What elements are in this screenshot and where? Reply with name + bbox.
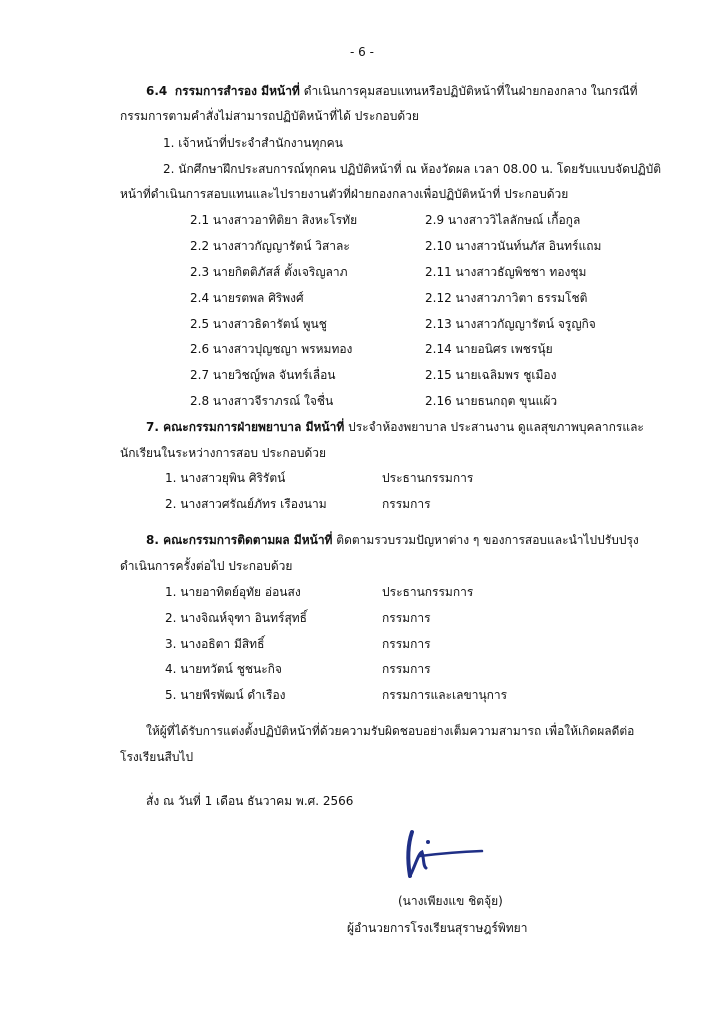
list-item: 2.12 นางสาวภาวิตา ธรรมโชติ [425, 291, 588, 305]
closing-line1: ให้ผู้ที่ได้รับการแต่งตั้งปฏิบัติหน้าที่ด้วยความรับผิดชอบอย่างเต็มความสามารถ เพื่อให้เกิดผลดีต่อ [146, 724, 635, 738]
member-role: กรรมการ [382, 662, 431, 676]
section-8-text1: ติดตามรวบรวมปัญหาต่าง ๆ ของการสอบและนำไปปรับปรุง [336, 533, 639, 547]
order-date: สั่ง ณ วันที่ 1 เดือน ธันวาคม พ.ศ. 2566 [146, 794, 354, 808]
member-role: ประธานกรรมการ [382, 471, 474, 485]
section-7-heading: 7. คณะกรรมการฝ่ายพยาบาล มีหน้าที่ [146, 420, 345, 434]
list-item: 2.15 นายเฉลิมพร ชูเมือง [425, 368, 557, 382]
list-item: 2.14 นายอนิศร เพชรนุ้ย [425, 342, 553, 356]
section-6-4-number: 6.4 [146, 84, 168, 98]
section-6-4-item1: 1. เจ้าหน้าที่ประจำสำนักงานทุกคน [163, 136, 343, 150]
section-6-4-text2: กรรมการตามคำสั่งไม่สามารถปฏิบัติหน้าที่ได้ ประกอบด้วย [120, 109, 419, 123]
page-number: - 6 - [350, 45, 374, 59]
section-6-4-item2-line2: หน้าที่ดำเนินการสอบแทนและไปรายงานตัวที่ฝ่ายกองกลางเพื่อปฏิบัติหน้าที่ ประกอบด้วย [120, 187, 569, 201]
list-item: 2.1 นางสาวอาทิติยา สิงหะโรทัย [190, 213, 358, 227]
member-name: 2. นางจิณห์จุฑา อินทร์สุทธิ์ [165, 611, 308, 625]
section-7-text1: ประจำห้องพยาบาล ประสานงาน ดูแลสุขภาพบุคลากรและ [348, 420, 644, 434]
section-6-4-line1 [146, 83, 638, 99]
list-item: 2.11 นางสาวธัญพิชชา ทองชุม [425, 265, 587, 279]
list-item: 2.4 นายรตพล ศิริพงศ์ [190, 291, 304, 305]
list-item: 2.16 นายธนกฤต ขุนแผ้ว [425, 394, 558, 408]
closing-line2: โรงเรียนสืบไป [120, 750, 194, 764]
list-item: 2.8 นางสาวจีราภรณ์ ใจชื่น [190, 394, 334, 408]
section-6-4-heading: กรรมการสำรอง มีหน้าที่ [174, 84, 300, 98]
member-name: 3. นางอธิตา มีสิทธิ์ [165, 637, 265, 651]
member-name: 2. นางสาวศรัณย์ภัทร เรืองนาม [165, 497, 327, 511]
signer-position: ผู้อำนวยการโรงเรียนสุราษฎร์พิทยา [347, 921, 528, 935]
list-item: 2.7 นายวิชญ์พล จันทร์เลื่อน [190, 368, 336, 382]
member-name: 4. นายทวัตน์ ชูชนะกิจ [165, 662, 282, 676]
member-role: กรรมการ [382, 611, 431, 625]
section-8-heading: 8. คณะกรรมการติดตามผล มีหน้าที่ [146, 533, 333, 547]
section-6-4-text1: ดำเนินการคุมสอบแทนหรือปฏิบัติหน้าที่ในฝ่ายกองกลาง ในกรณีที่ [303, 84, 638, 98]
list-item: 2.9 นางสาววิไลลักษณ์ เกื้อกูล [425, 213, 581, 227]
section-6-4-item2-line1: 2. นักศึกษาฝึกประสบการณ์ทุกคน ปฏิบัติหน้าที่ ณ ห้องวัดผล เวลา 08.00 น. โดยรับแบบจัดปฏิบัติ [163, 162, 662, 176]
member-role: กรรมการ [382, 497, 431, 511]
signature-image [398, 826, 486, 882]
signer-name: (นางเพียงแข ชิตจุ้ย) [398, 894, 503, 908]
list-item: 2.6 นางสาวปุญชญา พรหมทอง [190, 342, 353, 356]
list-item: 2.3 นายกิตติภัสส์ ตั้งเจริญลาภ [190, 265, 348, 279]
member-name: 1. นายอาทิตย์อุทัย อ่อนสง [165, 585, 301, 599]
list-item: 2.13 นางสาวกัญญารัตน์ จรูญกิจ [425, 317, 596, 331]
member-role: กรรมการและเลขานุการ [382, 688, 508, 702]
list-item: 2.2 นางสาวกัญญารัตน์ วิสาละ [190, 239, 350, 253]
member-name: 5. นายพีรพัฒน์ ดำเรือง [165, 688, 286, 702]
section-7-text2: นักเรียนในระหว่างการสอบ ประกอบด้วย [120, 446, 327, 460]
list-item: 2.5 นางสาวธิดารัตน์ พูนชู [190, 317, 327, 331]
list-item: 2.10 นางสาวนันท์นภัส อินทร์แถม [425, 239, 602, 253]
section-7-line1 [146, 419, 644, 435]
section-8-text2: ดำเนินการครั้งต่อไป ประกอบด้วย [120, 559, 293, 573]
member-role: กรรมการ [382, 637, 431, 651]
section-8-line1 [146, 532, 639, 548]
member-name: 1. นางสาวยุพิน ศิริรัตน์ [165, 471, 286, 485]
member-role: ประธานกรรมการ [382, 585, 474, 599]
